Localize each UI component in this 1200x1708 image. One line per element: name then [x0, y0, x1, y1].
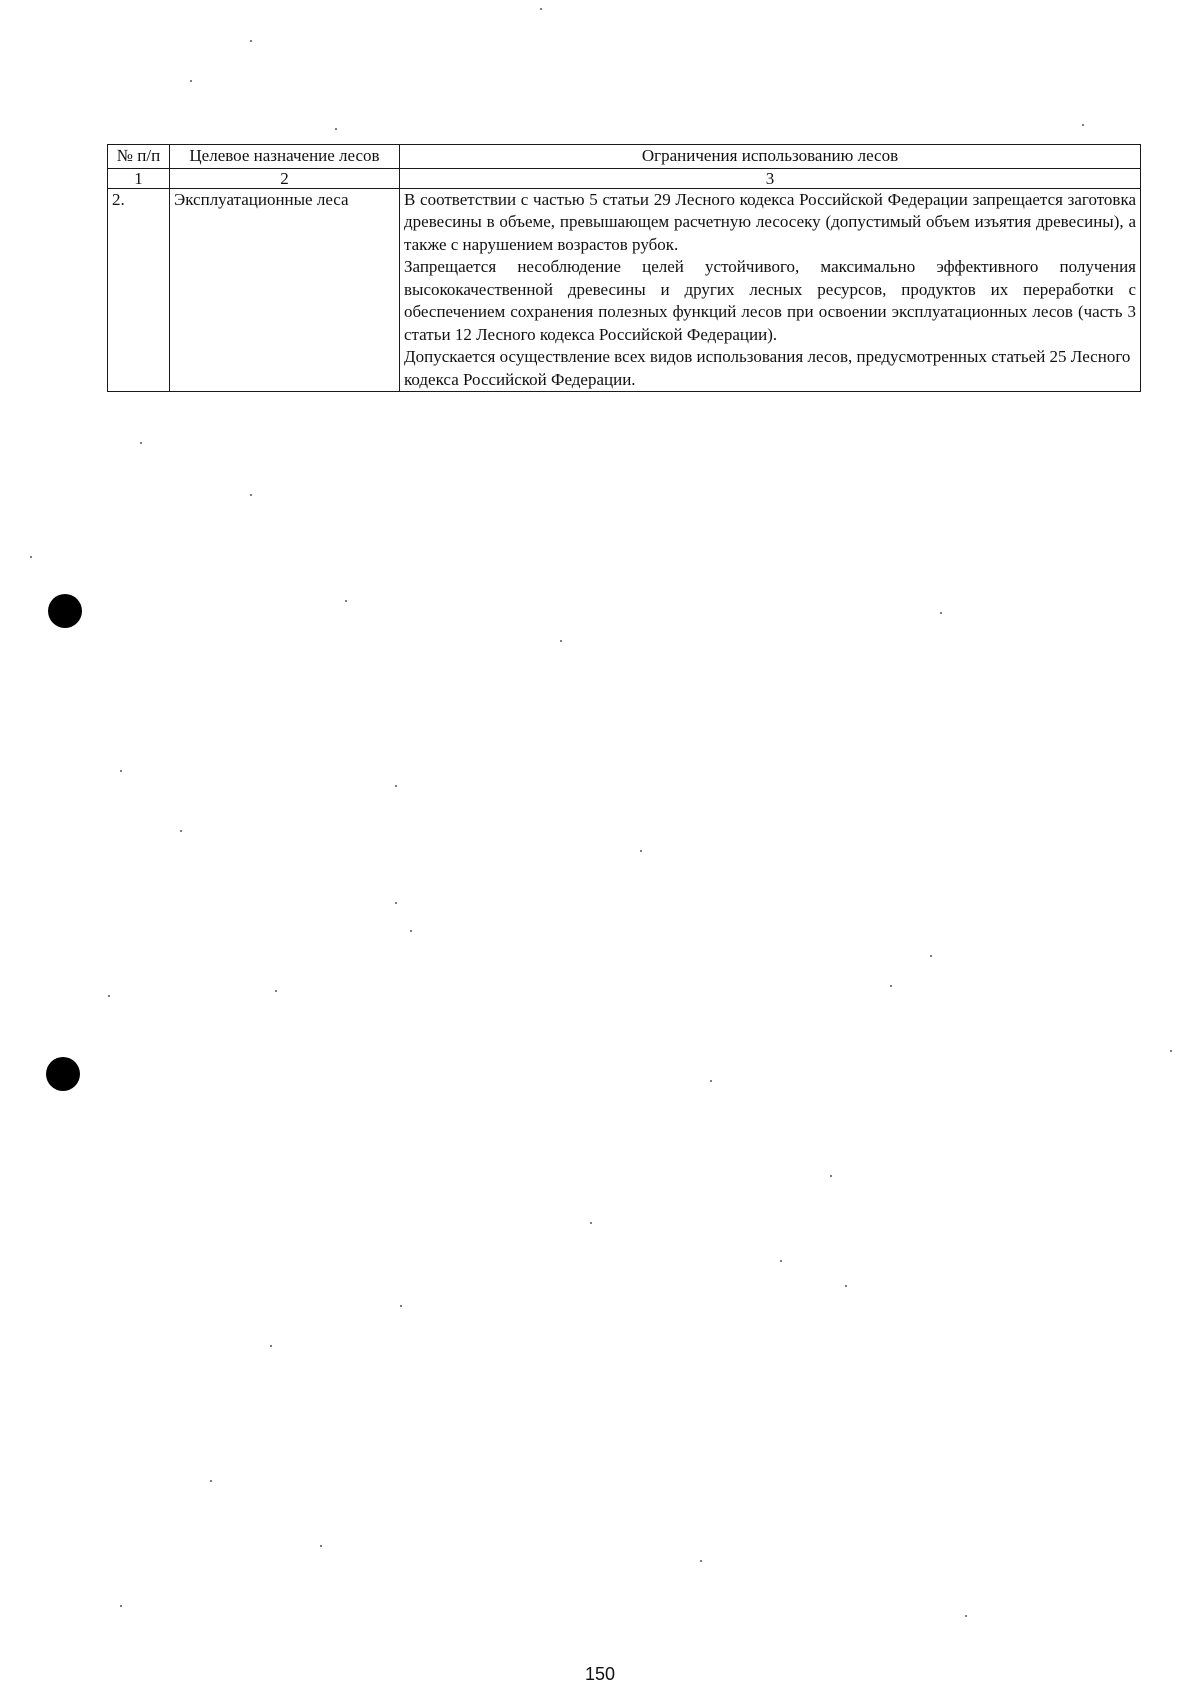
table-index-row [108, 168, 1141, 188]
header-purpose: Целевое назначение лесов [170, 145, 400, 169]
restriction-paragraph-2: Запрещается несоблюдение целей устойчивого, максимально эффективного получения высококачественной древесины и других лесных ресурсов, продуктов их переработки с обеспечением сохранения полезных функций лесов при освоении эксплуатационных лесов (часть 3 статьи 12 Лесного кодекса Российской Федерации). [404, 257, 1136, 344]
restriction-paragraph-3: Допускается осуществление всех видов использования лесов, предусмотренных статьей 25 Лесного кодекса Российской Федерации. [404, 347, 1131, 389]
row-restrictions [400, 188, 1141, 392]
punch-hole-bottom [46, 1057, 80, 1091]
table-row [108, 188, 1141, 392]
row-purpose: Эксплуатационные леса [170, 188, 400, 392]
forest-restrictions-table [107, 144, 1141, 392]
page-number: 150 [584, 1664, 616, 1684]
table-header-row [108, 145, 1141, 169]
header-number: № п/п [108, 145, 170, 169]
restriction-paragraph-1: В соответствии с частью 5 статьи 29 Лесного кодекса Российской Федерации запрещается заготовка древесины в объеме, превышающем расчетную лесосеку (допустимый объем изъятия древесины), а также с нарушением возрастов рубок. [404, 189, 1136, 254]
index-cell-2: 2 [170, 168, 400, 188]
index-cell-1: 1 [108, 168, 170, 188]
header-restrictions: Ограничения использованию лесов [400, 145, 1141, 169]
punch-hole-top [48, 594, 82, 628]
row-number: 2. [108, 188, 170, 392]
index-cell-3: 3 [400, 168, 1141, 188]
